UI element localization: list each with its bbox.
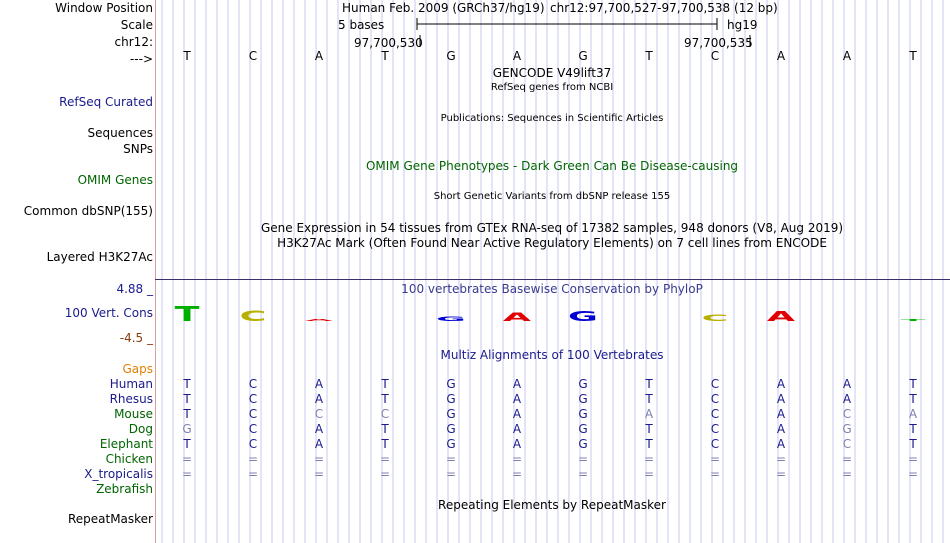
alignment-base: = bbox=[841, 452, 853, 466]
alignment-base: C bbox=[248, 407, 258, 421]
conservation-logo-letter: T bbox=[174, 302, 200, 326]
cons-min-label: -4.5 _ bbox=[119, 331, 153, 345]
alignment-base: G bbox=[578, 407, 588, 421]
alignment-base: A bbox=[776, 422, 786, 436]
species-label: Zebrafish bbox=[96, 482, 153, 496]
alignment-base: T bbox=[645, 422, 653, 436]
repeatmasker-track-title[interactable]: Repeating Elements by RepeatMasker bbox=[438, 498, 666, 512]
alignment-base: C bbox=[314, 407, 324, 421]
alignment-base: T bbox=[645, 377, 653, 391]
alignment-base: C bbox=[710, 422, 720, 436]
alignment-base: C bbox=[248, 422, 258, 436]
alignment-base: C bbox=[710, 437, 720, 451]
alignment-base: = bbox=[709, 452, 721, 466]
gaps-label: Gaps bbox=[122, 362, 153, 376]
alignment-base: T bbox=[183, 377, 191, 391]
alignment-base: = bbox=[511, 452, 523, 466]
base-letter: C bbox=[710, 49, 720, 63]
alignment-base: C bbox=[842, 437, 852, 451]
gtex-track-title[interactable]: Gene Expression in 54 tissues from GTEx RNA-seq of 17382 samples, 948 donors (V8, Aug 2019) bbox=[260, 221, 844, 235]
alignment-base: A bbox=[314, 422, 324, 436]
alignment-base: T bbox=[909, 392, 917, 406]
window-position-label: Window Position bbox=[55, 1, 153, 15]
species-label: Rhesus bbox=[109, 392, 153, 406]
alignment-base: A bbox=[512, 422, 522, 436]
base-letter: G bbox=[446, 49, 456, 63]
alignment-base: = bbox=[643, 452, 655, 466]
base-letter: T bbox=[909, 49, 917, 63]
alignment-base: = bbox=[775, 452, 787, 466]
species-label: Dog bbox=[128, 422, 153, 436]
alignment-base: T bbox=[381, 377, 389, 391]
alignment-base: G bbox=[446, 422, 456, 436]
base-letter: C bbox=[248, 49, 258, 63]
window-position: chr12:97,700,527-97,700,538 (12 bp) bbox=[550, 1, 778, 15]
alignment-base: T bbox=[909, 437, 917, 451]
alignment-base: T bbox=[909, 422, 917, 436]
h3k27ac-track-label[interactable]: Layered H3K27Ac bbox=[46, 250, 153, 264]
alignment-base: = bbox=[577, 452, 589, 466]
alignment-base: C bbox=[248, 437, 258, 451]
alignment-base: A bbox=[512, 377, 522, 391]
alignment-base: C bbox=[842, 407, 852, 421]
alignment-base: A bbox=[776, 392, 786, 406]
alignment-base: A bbox=[908, 407, 918, 421]
alignment-base: A bbox=[842, 392, 852, 406]
alignment-base: = bbox=[643, 467, 655, 481]
alignment-base: = bbox=[445, 467, 457, 481]
alignment-base: T bbox=[183, 437, 191, 451]
phylop-track-title[interactable]: 100 vertebrates Basewise Conservation by PhyloP bbox=[401, 282, 703, 296]
conservation-logo-letter: C bbox=[239, 307, 267, 325]
alignment-base: = bbox=[181, 452, 193, 466]
base-letter: T bbox=[645, 49, 653, 63]
alignment-base: G bbox=[446, 437, 456, 451]
alignment-base: T bbox=[183, 407, 191, 421]
alignment-base: A bbox=[314, 377, 324, 391]
alignment-base: A bbox=[776, 407, 786, 421]
alignment-base: = bbox=[247, 452, 259, 466]
alignment-base: T bbox=[381, 392, 389, 406]
species-label: Chicken bbox=[105, 452, 153, 466]
alignment-base: G bbox=[182, 422, 192, 436]
alignment-base: = bbox=[379, 452, 391, 466]
refseq-track-title[interactable]: RefSeq genes from NCBI bbox=[490, 82, 614, 93]
species-label: Mouse bbox=[114, 407, 153, 421]
alignment-base: = bbox=[907, 452, 919, 466]
alignment-base: = bbox=[907, 467, 919, 481]
snps-track-label[interactable]: SNPs bbox=[123, 142, 153, 156]
alignment-base: C bbox=[710, 377, 720, 391]
alignment-base: A bbox=[314, 392, 324, 406]
alignment-base: = bbox=[775, 467, 787, 481]
assembly-name: Human Feb. 2009 (GRCh37/hg19) bbox=[342, 1, 545, 15]
alignment-base: G bbox=[446, 392, 456, 406]
chromosome-label: chr12: bbox=[114, 35, 153, 49]
publications-track-title[interactable]: Publications: Sequences in Scientific Articles bbox=[440, 113, 664, 124]
alignment-base: = bbox=[577, 467, 589, 481]
alignment-base: G bbox=[578, 422, 588, 436]
alignment-base: C bbox=[710, 392, 720, 406]
alignment-base: T bbox=[183, 392, 191, 406]
alignment-base: = bbox=[313, 452, 325, 466]
ruler-coord-1: 97,700,530 bbox=[354, 36, 423, 50]
alignment-base: = bbox=[313, 467, 325, 481]
ruler-coord-2: 97,700,535 bbox=[684, 36, 753, 50]
conservation-logo-letter: C bbox=[701, 313, 729, 324]
alignment-base: C bbox=[248, 392, 258, 406]
multiz-track-title[interactable]: Multiz Alignments of 100 Vertebrates bbox=[440, 348, 664, 362]
alignment-base: A bbox=[512, 437, 522, 451]
conservation-logo-letter: A bbox=[766, 309, 796, 325]
alignment-base: = bbox=[445, 452, 457, 466]
base-letter: T bbox=[183, 49, 191, 63]
alignment-base: G bbox=[446, 407, 456, 421]
alignment-base: A bbox=[644, 407, 654, 421]
sequences-track-label[interactable]: Sequences bbox=[87, 126, 153, 140]
strand-label: ---> bbox=[129, 52, 153, 66]
alignment-base: G bbox=[842, 422, 852, 436]
omim-track-label[interactable]: OMIM Genes bbox=[77, 173, 153, 187]
alignment-base: = bbox=[511, 467, 523, 481]
alignment-base: = bbox=[181, 467, 193, 481]
base-letter: G bbox=[578, 49, 588, 63]
alignment-base: A bbox=[512, 407, 522, 421]
scale-label: Scale bbox=[120, 18, 153, 32]
alignment-base: A bbox=[776, 377, 786, 391]
alignment-base: G bbox=[578, 377, 588, 391]
alignment-base: A bbox=[842, 377, 852, 391]
cons-track-label[interactable]: 100 Vert. Cons bbox=[64, 306, 153, 320]
alignment-base: T bbox=[909, 377, 917, 391]
alignment-base: G bbox=[578, 392, 588, 406]
alignment-base: A bbox=[512, 392, 522, 406]
alignment-base: A bbox=[776, 437, 786, 451]
base-letter: A bbox=[512, 49, 522, 63]
base-letter: A bbox=[842, 49, 852, 63]
refseq-track-label[interactable]: RefSeq Curated bbox=[59, 95, 153, 109]
alignment-base: G bbox=[446, 377, 456, 391]
base-letter: A bbox=[314, 49, 324, 63]
alignment-base: = bbox=[379, 467, 391, 481]
species-label: Human bbox=[109, 377, 153, 391]
alignment-base: = bbox=[247, 467, 259, 481]
base-letter: A bbox=[776, 49, 786, 63]
alignment-base: C bbox=[710, 407, 720, 421]
conservation-logo-letter: G bbox=[436, 315, 466, 323]
gencode-track-title[interactable]: GENCODE V49lift37 bbox=[492, 66, 612, 80]
species-label: X_tropicalis bbox=[84, 467, 153, 481]
conservation-logo-letter: A bbox=[502, 310, 532, 324]
alignment-base: T bbox=[381, 437, 389, 451]
conservation-logo-letter: G bbox=[568, 309, 598, 325]
repeatmasker-track-label[interactable]: RepeatMasker bbox=[67, 512, 153, 526]
alignment-base: G bbox=[578, 437, 588, 451]
scale-bar-label: 5 bases bbox=[338, 18, 385, 32]
h3k27ac-track-title[interactable]: H3K27Ac Mark (Often Found Near Active Regulatory Elements) on 7 cell lines from ENCODE bbox=[277, 236, 827, 250]
alignment-base: = bbox=[841, 467, 853, 481]
conservation-logo-letter: T bbox=[900, 318, 926, 322]
species-label: Elephant bbox=[99, 437, 153, 451]
alignment-base: T bbox=[645, 437, 653, 451]
alignment-base: T bbox=[645, 392, 653, 406]
database-label: hg19 bbox=[727, 18, 758, 32]
omim-track-title[interactable]: OMIM Gene Phenotypes - Dark Green Can Be Disease-causing bbox=[365, 159, 739, 173]
conservation-logo-letter: A bbox=[304, 318, 334, 322]
cons-max-label: 4.88 _ bbox=[116, 282, 153, 296]
alignment-base: C bbox=[248, 377, 258, 391]
alignment-base: = bbox=[709, 467, 721, 481]
dbsnp-track-label[interactable]: Common dbSNP(155) bbox=[23, 204, 153, 218]
dbsnp-track-title[interactable]: Short Genetic Variants from dbSNP release 155 bbox=[433, 191, 671, 202]
alignment-base: T bbox=[381, 422, 389, 436]
alignment-base: C bbox=[380, 407, 390, 421]
alignment-base: A bbox=[314, 437, 324, 451]
base-letter: T bbox=[381, 49, 389, 63]
